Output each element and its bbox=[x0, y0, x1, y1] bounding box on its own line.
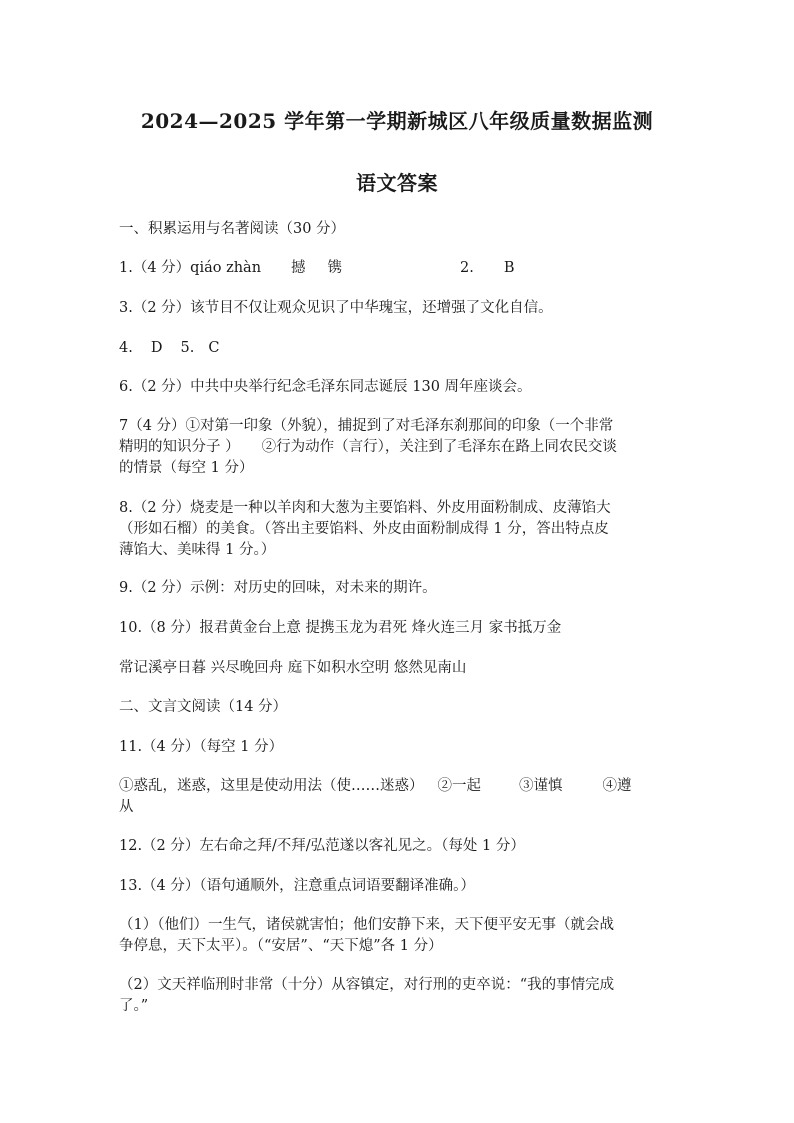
answer-q13-part1-line-2: 争停息，天下太平）。（“安居”、“天下熄”各 1 分） bbox=[119, 938, 443, 954]
q7-part-2: ②行为动作（言行），关注到了毛泽东在路上同农民交谈 bbox=[261, 439, 617, 455]
answer-q6: 6.（2 分）中共中央举行纪念毛泽东同志诞辰 130 周年座谈会。 bbox=[119, 379, 532, 395]
q1-answer-2: 镌 bbox=[327, 260, 343, 276]
answer-q10-line-2: 常记溪亭日暮 兴尽晚回舟 庭下如积水空明 悠然见南山 bbox=[119, 660, 467, 676]
answer-q8-line-2: （形如石榴）的美食。（答出主要馅料、外皮由面粉制成得 1 分，答出特点皮 bbox=[119, 521, 609, 537]
q1-label: 1.（4 分）qiáo zhàn bbox=[119, 260, 262, 276]
q5-label: 5. bbox=[180, 340, 195, 356]
q4-answer: D bbox=[150, 340, 163, 356]
answer-q13-part1-line-1: （1）（他们）一生气，诸侯就害怕；他们安静下来，天下便平安无事（就会战 bbox=[119, 917, 614, 933]
q1-answer-1: 撼 bbox=[291, 260, 306, 276]
answer-q8-line-1: 8.（2 分）烧麦是一种以羊肉和大葱为主要馅料、外皮用面粉制成、皮薄馅大 bbox=[119, 500, 611, 516]
answer-q11-line-2: 从 bbox=[119, 799, 134, 815]
answer-q3: 3.（2 分）该节目不仅让观众见识了中华瑰宝，还增强了文化自信。 bbox=[119, 300, 553, 316]
page-title: 2024—2025 学年第一学期新城区八年级质量数据监测 bbox=[140, 109, 654, 133]
answer-q4-q5 bbox=[119, 337, 679, 359]
answer-q7-line-2 bbox=[119, 436, 679, 458]
q11-answer-4: ④遵 bbox=[602, 778, 632, 794]
answer-q9: 9.（2 分）示例：对历史的回味，对未来的期许。 bbox=[119, 580, 437, 596]
answer-q8-line-3: 薄馅大、美味得 1 分。） bbox=[119, 542, 276, 558]
q11-answer-2: ②一起 bbox=[437, 778, 481, 794]
q4-label: 4. bbox=[119, 340, 133, 356]
answer-q7-line-3: 的情景（每空 1 分） bbox=[119, 460, 254, 476]
answer-q11-label: 11.（4 分）（每空 1 分） bbox=[119, 739, 284, 755]
answer-q7-line-1: 7（4 分）①对第一印象（外貌），捕捉到了对毛泽东刹那间的印象（一个非常 bbox=[119, 418, 614, 434]
q2-answer: B bbox=[503, 260, 515, 276]
answer-q13-label: 13.（4 分）（语句通顺外，注意重点词语要翻译准确。） bbox=[119, 878, 475, 894]
section-heading-1: 一、积累运用与名著阅读（30 分） bbox=[119, 221, 346, 237]
answer-q11-line-1 bbox=[119, 775, 679, 797]
q11-answer-3: ③谨慎 bbox=[519, 778, 563, 794]
answer-q10-line-1: 10.（8 分）报君黄金台上意 提携玉龙为君死 烽火连三月 家书抵万金 bbox=[119, 620, 562, 636]
answer-q1-q2 bbox=[119, 257, 679, 279]
q2-label: 2. bbox=[460, 260, 474, 276]
answer-q12: 12.（2 分）左右命之拜/不拜/弘范遂以客礼见之。（每处 1 分） bbox=[119, 838, 525, 854]
section-heading-2: 二、文言文阅读（14 分） bbox=[119, 699, 288, 715]
q5-answer: C bbox=[208, 340, 220, 356]
answer-q13-part2-line-1: （2）文天祥临刑时非常（十分）从容镇定，对行刑的吏卒说：“我的事情完成 bbox=[119, 977, 615, 993]
page-subtitle: 语文答案 bbox=[356, 171, 438, 195]
q7-part-1: 精明的知识分子 ） bbox=[119, 439, 240, 455]
q11-answer-1: ①惑乱，迷惑，这里是使动用法（使……迷惑） bbox=[119, 778, 424, 794]
answer-q13-part2-line-2: 了。” bbox=[119, 998, 149, 1014]
